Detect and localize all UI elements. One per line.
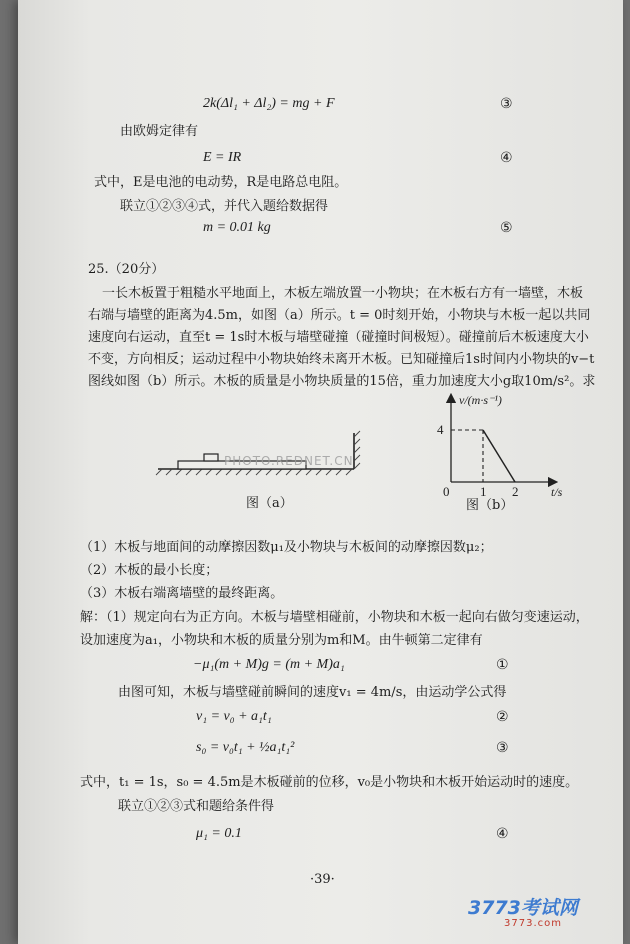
graph-series-line: [483, 430, 515, 482]
equation-4: μ₁ = 0.1: [196, 826, 242, 841]
equation-1-number: ①: [496, 657, 509, 673]
problem-line-4: 不变，方向相反；运动过程中小物块始终未离开木板。已知碰撞后1s时间内小物块的v−t: [88, 352, 595, 367]
equation-24-5: m = 0.01 kg: [203, 220, 271, 235]
graph-origin: 0: [443, 484, 450, 499]
equation-2: v₁ = v₀ + a₁t₁: [196, 709, 272, 724]
equation-2-number: ②: [496, 709, 509, 725]
combine-25: 联立①②③式和题给条件得: [118, 799, 275, 814]
figure-a-caption: 图（a）: [246, 496, 293, 511]
graph-x-tick-1: 1: [480, 484, 487, 499]
equation-24-3-number: ③: [500, 96, 513, 112]
problem-line-1: 一长木板置于粗糙水平地面上，木板左端放置一小物块；在木板右方有一墙壁，木板: [102, 286, 584, 301]
where-note: 式中，t₁ = 1s，s₀ = 4.5m是木板碰前的位移，v₀是小物块和木板开始运动时的速度。: [80, 775, 579, 790]
equation-3: s₀ = v₀t₁ + ½a₁t₁²: [196, 740, 295, 755]
subquestion-3: （3）木板右端离墙壁的最终距离。: [80, 586, 284, 601]
question-heading: 25.（20分）: [88, 262, 165, 277]
equation-24-3: 2k(Δl₁ + Δl₂) = mg + F: [203, 96, 335, 111]
graph-y-tick-4: 4: [437, 422, 444, 437]
equation-4-number: ④: [496, 826, 509, 842]
combine-24: 联立①②③④式，并代入题给数据得: [120, 199, 329, 214]
equation-24-5-number: ⑤: [500, 220, 513, 236]
site-logo-url: 3773.com: [504, 918, 562, 929]
subquestion-2: （2）木板的最小长度；: [80, 563, 219, 578]
exam-page: [18, 0, 623, 944]
site-logo: 3773考试网: [468, 897, 578, 919]
graph-note: 由图可知，木板与墙壁碰前瞬间的速度v₁ = 4m/s，由运动学公式得: [118, 685, 507, 700]
figure-b-vt-graph: [423, 392, 593, 502]
page-number: ·39·: [310, 872, 335, 887]
graph-y-axis-label: v/(m·s⁻¹): [459, 393, 502, 407]
solution-line-1: 解：（1）规定向右为正方向。木板与墙壁相碰前，小物块和木板一起向右做匀变速运动，: [80, 610, 589, 625]
graph-x-tick-2: 2: [512, 484, 519, 499]
solution-line-2: 设加速度为a₁，小物块和木板的质量分别为m和M。由牛顿第二定律有: [80, 633, 483, 648]
equation-24-4-number: ④: [500, 150, 513, 166]
note-24: 式中，E是电池的电动势，R是电路总电阻。: [94, 175, 348, 190]
equation-1: −μ₁(m + M)g = (m + M)a₁: [193, 657, 345, 672]
figure-b-caption: 图（b）: [466, 498, 514, 513]
watermark: PHOTO.REDNET.CN: [224, 454, 354, 468]
equation-3-number: ③: [496, 740, 509, 756]
ohm-intro: 由欧姆定律有: [120, 124, 199, 139]
problem-line-3: 速度向右运动，直至t = 1s时木板与墙壁碰撞（碰撞时间极短）。碰撞前后木板速度大小: [88, 330, 589, 345]
graph-x-axis-label: t/s: [551, 485, 563, 499]
problem-line-2: 右端与墙壁的距离为4.5m，如图（a）所示。t = 0时刻开始，小物块与木板一起以共同: [88, 308, 591, 323]
equation-24-4: E = IR: [203, 150, 242, 165]
problem-line-5: 图线如图（b）所示。木板的质量是小物块质量的15倍，重力加速度大小g取10m/s²。求: [88, 374, 596, 389]
subquestion-1: （1）木板与地面间的动摩擦因数μ₁及小物块与木板间的动摩擦因数μ₂；: [80, 540, 493, 555]
